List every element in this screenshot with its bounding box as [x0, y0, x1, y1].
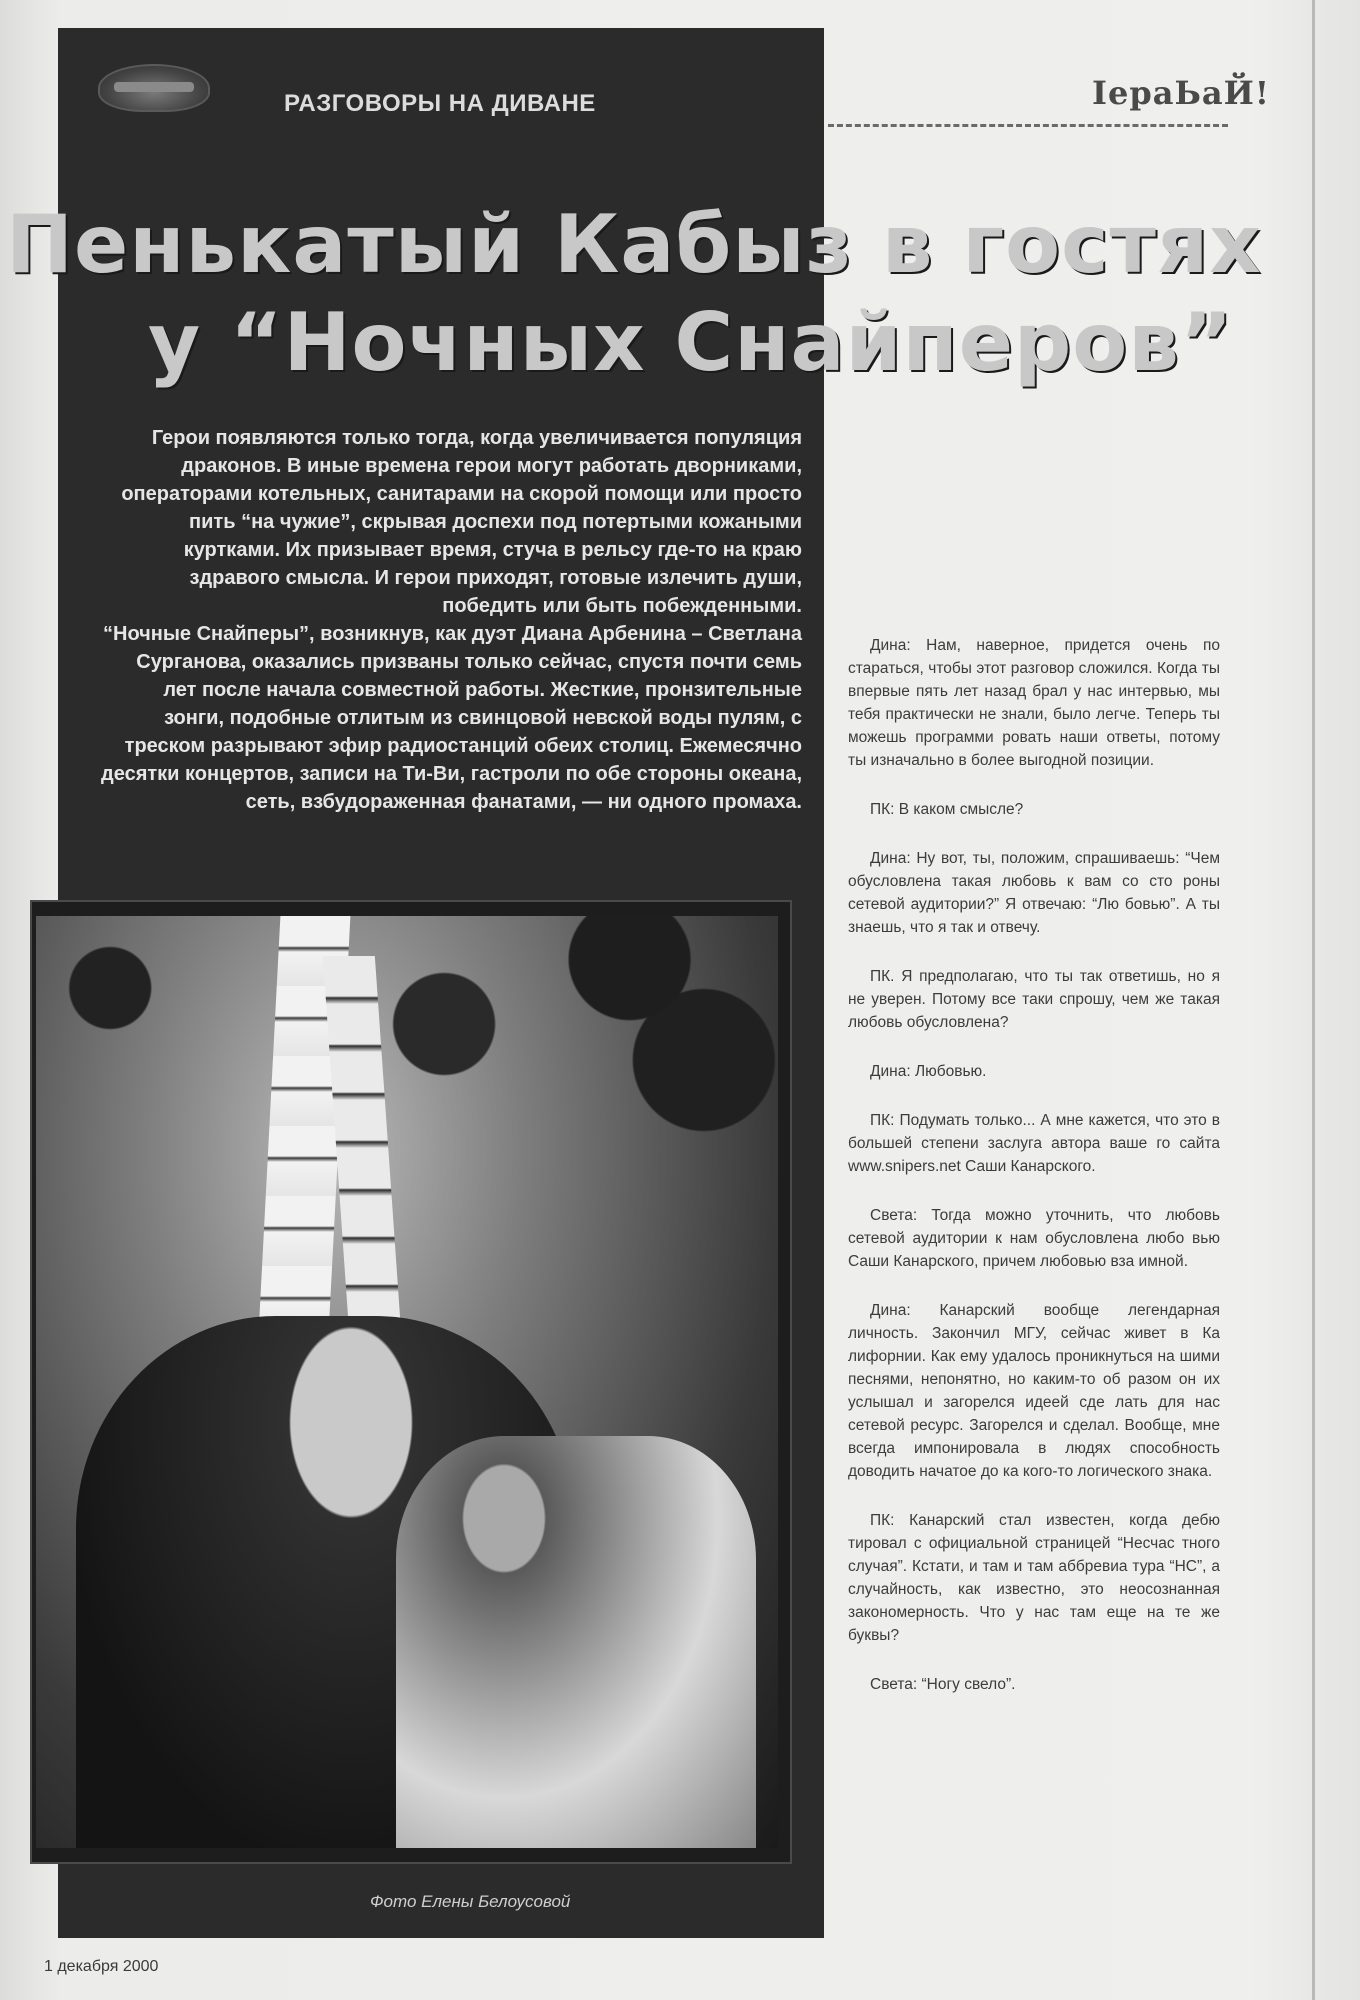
header-rule [828, 124, 1228, 127]
interview-paragraph: Дина: Канарский вообще легендарная личность. Закончил МГУ, сейчас живет в Ка лифорнии. Как ему удалось проникнуться на шими песнями, непонятно, но каким-то об разом он их услышал и загорелся идеей сде лать для нас сетевой ресурс. Загорелся и сделал. Вообще, мне всегда импонировала в людях способность доводить начатое до ка кого-то логического знака. [848, 1302, 1220, 1480]
lead-paragraph: Герои появляются только тогда, когда увеличивается популяция драконов. В иные времена герои могут работать дворниками, операторами котельных, санитарами на скорой помощи или просто пить “на чужие”, скрывая доспехи под потертыми кожаными куртками. Их призывает время, стуча в рельсу где-то на краю здравого смысла. И герои приходят, готовые излечить души, победить или быть побежденными. [121, 427, 802, 617]
photo-figures [396, 1436, 756, 1848]
page-fold [1312, 0, 1315, 2000]
section-label: РАЗГОВОРЫ НА ДИВАНЕ [284, 90, 596, 117]
interview-paragraph: ПК: В каком смысле? [870, 801, 1024, 818]
interview-paragraph: Дина: Любовью. [870, 1063, 987, 1080]
band-photo [36, 916, 778, 1848]
interview-paragraph: Света: Тогда можно уточнить, что любовь сетевой аудитории к нам обусловлена любо вью Саши Канарского, причем любовью вза имной. [848, 1207, 1220, 1270]
interview-paragraph: Дина: Нам, наверное, придется очень по стараться, чтобы этот разговор сложился. Когда ты впервые пять лет назад брал у нас интервью, мы тебя практически не знали, было легче. Теперь ты можешь программи ровать наши ответы, потому ты изначально в более выгодной позиции. [848, 637, 1220, 769]
interview-column [848, 634, 1220, 1722]
sofa-logo-icon [98, 64, 210, 112]
photo-foliage [36, 916, 778, 1276]
magazine-logo: ІераЬаЙ! [1092, 74, 1270, 112]
interview-paragraph: ПК. Я предполагаю, что ты так ответишь, но я не уверен. Потому все таки спрошу, чем же такая любовь обусловлена? [848, 968, 1220, 1031]
photo-caption: Фото Елены Белоусовой [370, 1892, 571, 1911]
lead-paragraph: “Ночные Снайперы”, возникнув, как дуэт Диана Арбенина – Светлана Сурганова, оказались призваны только сейчас, спустя почти семь лет после начала совместной работы. Жесткие, пронзительные зонги, подобные отлитым из свинцовой невской воды пулям, с треском разрывают эфир радиостанций обеих столиц. Ежемесячно десятки концертов, записи на Ти-Ви, гастроли по обе стороны океана, сеть, взбудораженная фанатами, — ни одного промаха. [101, 623, 802, 813]
issue-date: 1 декабря 2000 [44, 1958, 159, 1975]
article-headline [0, 196, 1262, 392]
interview-paragraph: ПК: Канарский стал известен, когда дебю тировал с официальной страницей “Несчас тного случая”. Кстати, и там и там аббревиа тура “НС”, а случайность, как известно, это неосознанная закономерность. Что у нас там еще на те же буквы? [848, 1512, 1220, 1644]
interview-paragraph: ПК: Подумать только... А мне кажется, что это в большей степени заслуга автора ваше го сайта www.snipers.net Саши Канарского. [848, 1112, 1220, 1175]
interview-paragraph: Дина: Ну вот, ты, положим, спрашиваешь: “Чем обусловлена такая любовь к вам со сто роны сетевой аудитории?” Я отвечаю: “Лю бовью”. А ты знаешь, что я так и отвечу. [848, 850, 1220, 936]
headline-line-1: Пенькатый Кабыз в гостях [6, 198, 1262, 291]
interview-paragraph: Света: “Ногу свело”. [870, 1676, 1016, 1693]
lead-text [100, 424, 802, 816]
headline-line-2: у “Ночных Снайперов” [148, 296, 1234, 389]
